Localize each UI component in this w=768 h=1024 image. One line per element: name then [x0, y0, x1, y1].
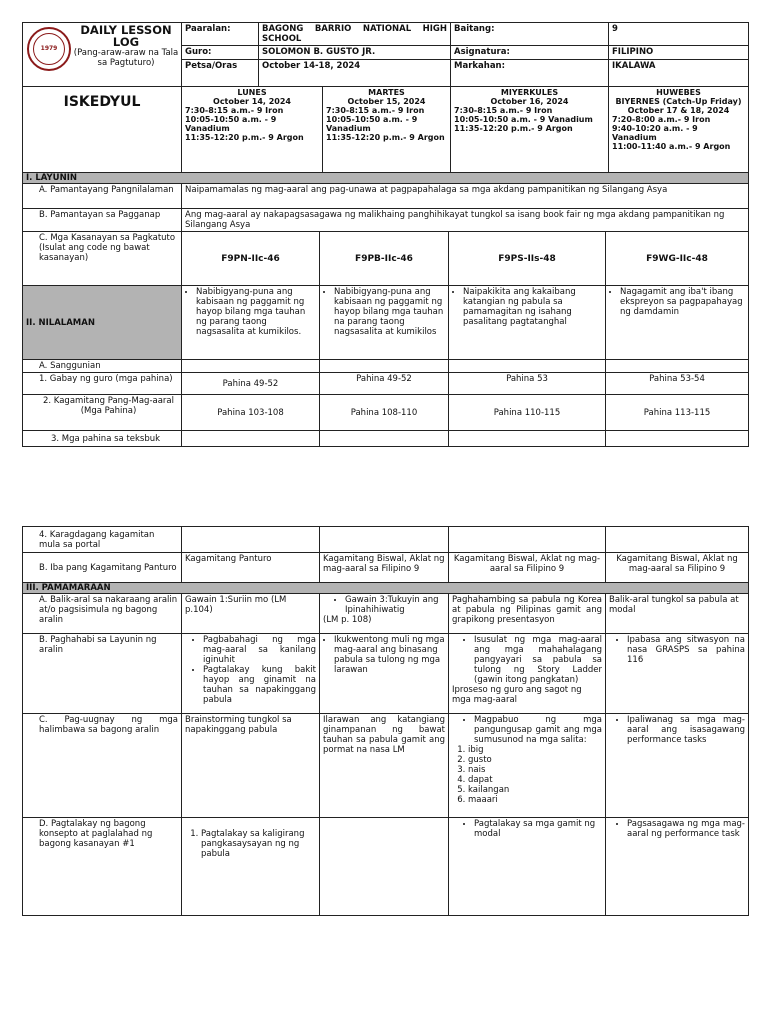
- document-subtitle: (Pang-araw-araw na Tala sa Pagtuturo): [73, 48, 179, 68]
- kagamitan-huwebes: Pahina 113-115: [606, 395, 749, 431]
- pag-uugnay-miyerkules: • Magpabuo ng mga pangungusap gamit ang mga sumusunod na mga salita: 1. ibig 2. gusto 3. nais 4. dapat 5. kailangan 6. maaari: [449, 714, 606, 818]
- baitang-value: 9: [609, 23, 749, 46]
- schedule-miyerkules: MIYERKULES October 16, 2024 7:30-8:15 a.m.- 9 Iron 10:05-10:50 a.m. - 9 Vanadium 11:35-12:20 p.m.- 9 Argon: [451, 87, 609, 173]
- pagtalakay-lunes: 1. Pagtalakay sa kaligirang pangkasaysayan ng ng pabula: [182, 818, 320, 916]
- karagdagang-kagamitan-label: 4. Karagdagang kagamitan mula sa portal: [23, 527, 182, 553]
- balik-aral-huwebes: Balik-aral tungkol sa pabula at modal: [606, 594, 749, 634]
- guro-value: SOLOMON B. GUSTO JR.: [259, 46, 451, 60]
- paaralan-value: BAGONG BARRIO NATIONAL HIGH SCHOOL: [259, 23, 451, 46]
- lesson-log-page-1: [22, 22, 748, 447]
- pamantayan-pagganap-label: B. Pamantayan sa Pagganap: [23, 209, 182, 232]
- pagtalakay-huwebes: • Pagsasagawa ng mga mag-aaral ng performance task: [606, 818, 749, 916]
- balik-aral-lunes: Gawain 1:Suriin mo (LM p.104): [182, 594, 320, 634]
- gabay-lunes: Pahina 49-52: [182, 373, 320, 395]
- petsa-label: Petsa/Oras: [182, 60, 259, 87]
- balik-aral-martes: • Gawain 3:Tukuyin ang Ipinahihiwatig (LM p. 108): [320, 594, 449, 634]
- schedule-huwebes-biyernes: HUWEBES BIYERNES (Catch-Up Friday) October 17 & 18, 2024 7:20-8:00 a.m.- 9 Iron 9:40-10:20 a.m. - 9 Vanadium 11:00-11:40 a.m.- 9 Argon: [609, 87, 749, 173]
- section-nilalaman: II. NILALAMAN: [23, 286, 182, 360]
- iskedyul-label: ISKEDYUL: [23, 87, 182, 173]
- pamantayang-pangnilalaman-value: Naipamamalas ng mag-aaral ang pag-unawa at pagpapahalaga sa mga akdang pampanitikan ng Silangang Asya: [182, 184, 749, 209]
- document-title: DAILY LESSON LOG: [80, 23, 172, 49]
- title-cell: [23, 23, 182, 87]
- gabay-huwebes: Pahina 53-54: [606, 373, 749, 395]
- iba-huwebes: Kagamitang Biswal, Aklat ng mag-aaral sa Filipino 9: [606, 553, 749, 583]
- gabay-martes: Pahina 49-52: [320, 373, 449, 395]
- iba-kagamitan-label: B. Iba pang Kagamitang Panturo: [23, 553, 182, 583]
- balik-aral-label: A. Balik-aral sa nakaraang aralin at/o pagsisimula ng bagong aralin: [23, 594, 182, 634]
- markahan-label: Markahan:: [451, 60, 609, 87]
- pagtalakay-martes: [320, 818, 449, 916]
- pagtalakay-miyerkules: • Pagtalakay sa mga gamit ng modal: [449, 818, 606, 916]
- nilalaman-miyerkules: • Naipakikita ang kakaibang katangian ng pabula sa pamamagitan ng isahang pasalitang pagtatanghal: [449, 286, 606, 360]
- schedule-martes: MARTES October 15, 2024 7:30-8:15 a.m.- 9 Iron 10:05-10:50 a.m. - 9 Vanadium 11:35-12:20 p.m.- 9 Argon: [323, 87, 451, 173]
- pag-uugnay-martes: Ilarawan ang katangiang ginampanan ng bawat tauhan sa pabula gamit ang pormat na nasa LM: [320, 714, 449, 818]
- schedule-lunes: LUNES October 14, 2024 7:30-8:15 a.m.- 9 Iron 10:05-10:50 a.m. - 9 Vanadium 11:35-12:20 p.m.- 9 Argon: [182, 87, 323, 173]
- pag-uugnay-label: C. Pag-uugnay ng mga halimbawa sa bagong aralin: [23, 714, 182, 818]
- layunin-table: [22, 172, 749, 447]
- nilalaman-huwebes: • Nagagamit ang iba't ibang ekspreyon sa pagpapahayag ng damdamin: [606, 286, 749, 360]
- code-miyerkules: F9PS-IIs-48: [449, 232, 606, 286]
- paghahabi-miyerkules: • Isusulat ng mga mag-aaral ang mga mahahalagang pangyayari sa pabula sa tulong ng Story Ladder (gawin itong pangkatan) Iproseso ng guro ang sagot ng mga mag-aaral: [449, 634, 606, 714]
- iba-miyerkules: Kagamitang Biswal, Aklat ng mag-aaral sa Filipino 9: [449, 553, 606, 583]
- kasanayan-label: C. Mga Kasanayan sa Pagkatuto (Isulat ang code ng bawat kasanayan): [23, 232, 182, 286]
- section-layunin: I. LAYUNIN: [23, 173, 749, 184]
- iba-martes: Kagamitang Biswal, Aklat ng mag-aaral sa Filipino 9: [320, 553, 449, 583]
- markahan-value: IKALAWA: [609, 60, 749, 87]
- kagamitan-miyerkules: Pahina 110-115: [449, 395, 606, 431]
- asignatura-value: FILIPINO: [609, 46, 749, 60]
- gabay-miyerkules: Pahina 53: [449, 373, 606, 395]
- nilalaman-martes: • Nabibigyang-puna ang kabisaan ng paggamit ng hayop bilang mga tauhan na parang taong nagsasalita at kumikilos: [320, 286, 449, 360]
- section-pamamaraan: III. PAMAMARAAN: [23, 583, 749, 594]
- sanggunian-label: A. Sanggunian: [23, 360, 182, 373]
- lesson-log-page-2: [22, 526, 748, 916]
- pag-uugnay-lunes: Brainstorming tungkol sa napakinggang pabula: [182, 714, 320, 818]
- page2-table: [22, 526, 749, 916]
- header-table: [22, 22, 749, 87]
- paaralan-label: Paaralan:: [182, 23, 259, 46]
- pamantayan-pagganap-value: Ang mag-aaral ay nakapagsasagawa ng malikhaing panghihikayat tungkol sa isang book fair ng mga akdang pampanitikan ng Silangang Asya: [182, 209, 749, 232]
- paghahabi-martes: • Ikukwentong muli ng mga mag-aaral ang binasang pabula sa tulong ng mga larawan: [320, 634, 449, 714]
- code-huwebes: F9WG-IIc-48: [606, 232, 749, 286]
- code-martes: F9PB-IIc-46: [320, 232, 449, 286]
- guro-label: Guro:: [182, 46, 259, 60]
- paghahabi-lunes: • Pagbabahagi ng mga mag-aaral sa kanilang iginuhit • Pagtalakay kung bakit hayop ang ginamit na tauhan sa napakinggang pabula: [182, 634, 320, 714]
- kagamitan-martes: Pahina 108-110: [320, 395, 449, 431]
- petsa-value: October 14-18, 2024: [259, 60, 451, 87]
- code-lunes: F9PN-IIc-46: [182, 232, 320, 286]
- nilalaman-lunes: • Nabibigyang-puna ang kabisaan ng paggamit ng hayop bilang mga tauhan ng parang taong nagsasalita at kumikilos.: [182, 286, 320, 360]
- gabay-guro-label: 1. Gabay ng guro (mga pahina): [23, 373, 182, 395]
- paghahabi-huwebes: • Ipabasa ang sitwasyon na nasa GRASPS sa pahina 116: [606, 634, 749, 714]
- balik-aral-miyerkules: Paghahambing sa pabula ng Korea at pabula ng Pilipinas gamit ang grapikong presentasyon: [449, 594, 606, 634]
- school-logo: 1979: [27, 27, 71, 71]
- pagtalakay-label: D. Pagtalakay ng bagong konsepto at paglalahad ng bagong kasanayan #1: [23, 818, 182, 916]
- iba-lunes: Kagamitang Panturo: [182, 553, 320, 583]
- pamantayang-pangnilalaman-label: A. Pamantayang Pangnilalaman: [23, 184, 182, 209]
- baitang-label: Baitang:: [451, 23, 609, 46]
- paghahabi-label: B. Paghahabi sa Layunin ng aralin: [23, 634, 182, 714]
- asignatura-label: Asignatura:: [451, 46, 609, 60]
- kagamitan-lunes: Pahina 103-108: [182, 395, 320, 431]
- kagamitan-mag-aaral-label: 2. Kagamitang Pang-Mag-aaral (Mga Pahina): [23, 395, 182, 431]
- teksbuk-label: 3. Mga pahina sa teksbuk: [23, 431, 182, 447]
- pag-uugnay-huwebes: • Ipaliwanag sa mga mag-aaral ang isasagawang performance tasks: [606, 714, 749, 818]
- schedule-table: [22, 86, 749, 173]
